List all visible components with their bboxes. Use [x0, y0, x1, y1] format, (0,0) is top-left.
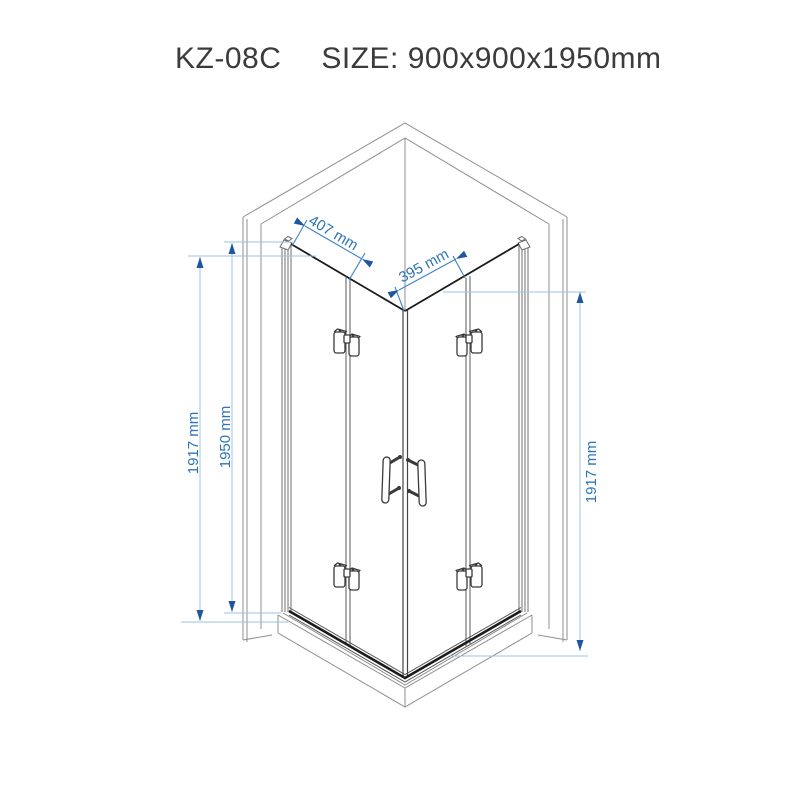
left-width-label: 407 mm — [305, 212, 361, 255]
left-handle-bottom-mount — [397, 486, 401, 490]
up-arrow — [229, 243, 236, 254]
left-dimensions — [181, 242, 316, 622]
left-outer-height-label: 1917 mm — [185, 411, 202, 475]
up-arrow — [577, 292, 584, 303]
up-arrow — [197, 257, 204, 268]
right-width-label: 395 mm — [395, 245, 452, 287]
bottom-rail — [289, 611, 521, 678]
left-door-handle — [382, 455, 402, 503]
extension-tick — [349, 253, 365, 280]
door-handles — [382, 455, 427, 506]
bottom-rail-lower-line — [289, 615, 521, 682]
right-handle-bar — [418, 460, 427, 506]
right-handle-bottom-mount — [407, 489, 411, 493]
model-code: KZ-08C — [175, 42, 282, 75]
right-width-dimension — [388, 246, 468, 311]
right-handle-top-mount — [406, 458, 410, 462]
right-bottom-hinge — [456, 563, 482, 590]
right-height-label: 1917 mm — [583, 440, 600, 504]
size-label: SIZE: 900x900x1950mm — [321, 42, 662, 75]
left-glass-top-edge — [291, 244, 405, 311]
right-wall-profile — [519, 244, 528, 612]
down-arrow — [197, 610, 204, 621]
left-inner-height-label: 1950 mm — [217, 405, 234, 469]
left-wall-profile — [282, 244, 291, 612]
left-handle-bar — [382, 457, 391, 503]
down-arrow — [229, 601, 236, 612]
left-top-hinge — [334, 329, 360, 356]
left-bottom-hinge — [334, 563, 360, 590]
down-arrow — [577, 640, 584, 651]
left-width-dimension — [292, 212, 373, 280]
back-walls — [243, 123, 567, 642]
right-top-hinge — [456, 329, 482, 356]
diagonal-arrow — [454, 251, 467, 262]
left-handle-top-mount — [398, 455, 402, 459]
right-door-handle — [406, 458, 426, 506]
